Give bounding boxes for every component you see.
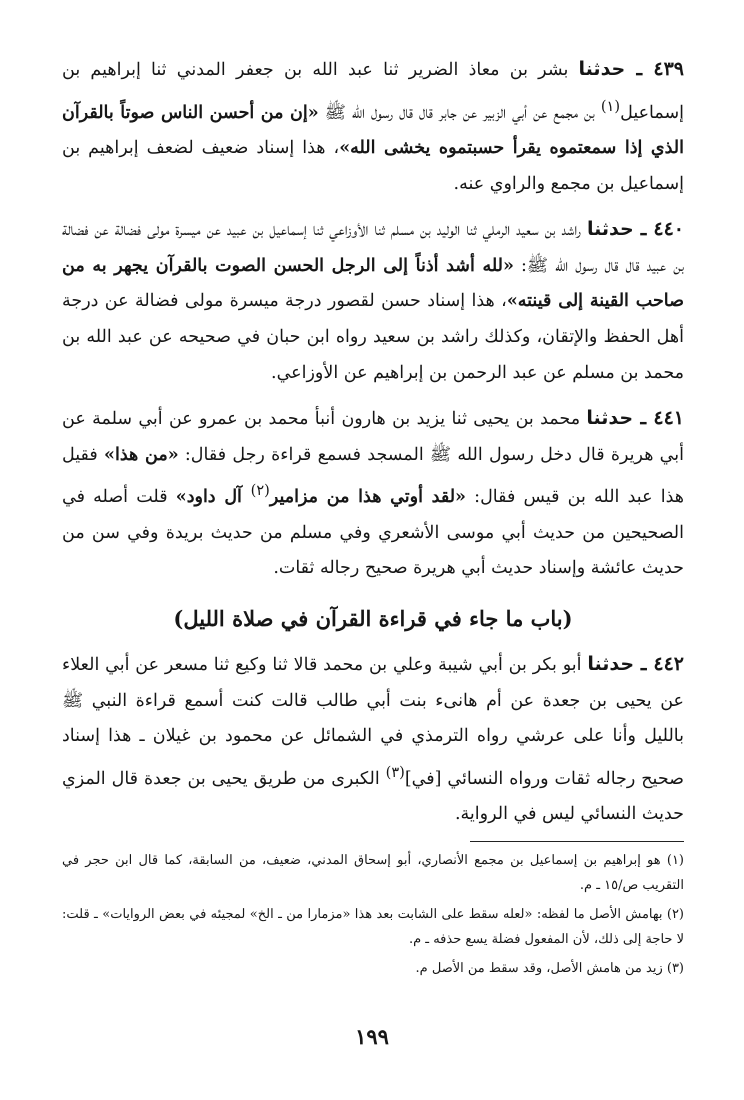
hadith-quote: «لقد أوتي هذا من مزامير <box>269 487 466 508</box>
hadith-text: فقيل هذا عبد الله بن قيس فقال: <box>62 444 684 508</box>
hadith-quote: «من هذا» <box>104 444 179 465</box>
hadith-text: محمد بن يحيى ثنا يزيد بن هارون أنبأ محمد بن عمرو عن أبي سلمة عن أبي هريرة قال دخل رسول الله ﷺ المسجد فسمع قراءة رجل فقال: <box>62 409 684 465</box>
hadith-text: قلت أصله في الصحيحين من حديث أبي موسى الأشعري وفي مسلم من حديث بريدة وفي سن من حديث عائشة وإسناد حديث أبي هريرة صحيح رجاله ثقات. <box>62 487 684 579</box>
hadith-number: ٤٤٢ <box>653 652 684 675</box>
hadith-text: ، هذا إسناد ضعيف لضعف إبراهيم بن إسماعيل بن مجمع والراوي عنه. <box>62 138 684 194</box>
hadith-dash: ـ <box>633 407 654 430</box>
page-number: ١٩٩ <box>355 1024 389 1049</box>
footnote-3: (٣) زيد من هامش الأصل، وقد سقط من الأصل م. <box>415 961 684 976</box>
hadith-440 <box>62 212 684 391</box>
footnote-marker: (٣) <box>385 763 405 781</box>
footnote-1: (١) هو إبراهيم بن إسماعيل بن مجمع الأنصاري، أبو إسحاق المدني، ضعيف، من السابقة، كما قال ابن حجر في التقريب ص/١٥ ـ م. <box>62 853 684 893</box>
hadith-text: الكبرى من طريق يحيى بن جعدة قال المزي حديث النسائي ليس في الرواية. <box>62 768 684 825</box>
hadith-text: أبو بكر بن أبي شيبة وعلي بن محمد قالا ثنا وكيع ثنا مسعر عن أبي العلاء عن يحيى بن جعدة عن أم هانىء بنت أبي طالب قالت كنت أسمع قراءة النبي ﷺ بالليل وأنا على عرشي رواه الترمذي في الشمائل عن محمود بن غيلان ـ هذا إسناد صحيح رجاله ثقات ورواه النسائي [في] <box>62 654 684 789</box>
haddathana-label: حدثنا <box>587 652 635 675</box>
footnote-marker: (١) <box>600 97 621 115</box>
hadith-439 <box>62 52 684 202</box>
hadith-dash: ـ <box>634 652 654 675</box>
footnote-divider <box>470 841 684 842</box>
hadith-quote: آل داود» <box>175 487 251 508</box>
hadith-quote: «لله أشد أذناً إلى الرجل الحسن الصوت بالقرآن يجهر به من صاحب القينة إلى قينته» <box>62 255 684 312</box>
haddathana-label: حدثنا <box>586 407 634 430</box>
hadith-number: ٤٤٠ <box>653 218 684 241</box>
hadith-quote: «إن من أحسن الناس صوتاً بالقرآن الذي إذا سمعتموه يقرأ حسبتموه يخشى الله» <box>62 102 684 159</box>
hadith-text: بشر بن معاذ الضرير ثنا عبد الله بن جعفر المدني ثنا إبراهيم بن إسماعيل <box>62 60 685 123</box>
haddathana-label: حدثنا <box>578 58 626 80</box>
footnotes <box>62 848 684 985</box>
hadith-text: راشد بن سعيد الرملي ثنا الوليد بن مسلم ثنا الأوزاعي ثنا إسماعيل بن عبيد عن ميسرة مولى فضالة عن فضالة بن عبيد قال قال رسول الله ﷺ: <box>62 220 684 276</box>
hadith-number: ٤٤١ <box>653 407 684 430</box>
hadith-text: بن مجمع عن أبي الزبير عن جابر قال قال رسول الله ﷺ <box>318 102 601 123</box>
haddathana-label: حدثنا <box>586 218 634 241</box>
footnote-2: (٢) بهامش الأصل ما لفظه: «لعله سقط على الشابت بعد هذا «مزمارا من ـ الخ» لمجيئه في بعض الروايات» ـ قلت: لا حاجة إلى ذلك، لأن المفعول فضلة يسع حذفه ـ م. <box>62 907 684 947</box>
page-body <box>62 52 684 843</box>
hadith-441 <box>62 401 684 587</box>
hadith-dash: ـ <box>625 58 654 80</box>
footnote-marker: (٢) <box>250 482 270 500</box>
hadith-text: ، هذا إسناد حسن لقصور درجة ميسرة مولى فضالة عن درجة أهل الحفظ والإتقان، وكذلك راشد بن سعيد رواه ابن حبان في صحيحه عن عبد الله بن محمد بن مسلم عن عبد الرحمن بن إبراهيم عن الأوزاعي. <box>62 291 684 383</box>
chapter-heading: (باب ما جاء في قراءة القرآن في صلاة الليل) <box>173 605 573 631</box>
hadith-number: ٤٣٩ <box>653 58 685 80</box>
hadith-442 <box>62 647 684 833</box>
hadith-dash: ـ <box>633 218 654 241</box>
